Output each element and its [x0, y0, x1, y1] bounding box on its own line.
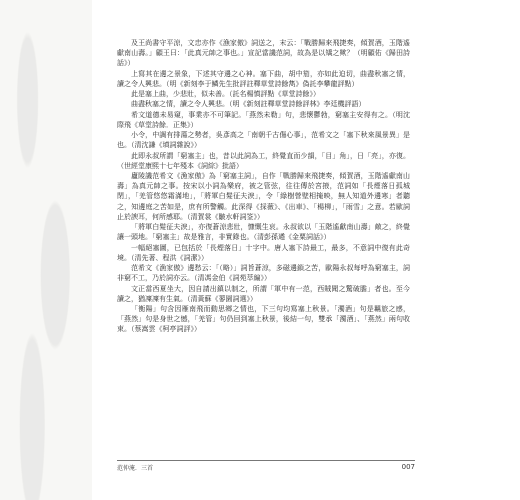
decorative-side-strip	[0, 0, 92, 500]
commentary-paragraph: 此是塞上曲，少悲壯，似未善。（託名楊慎評點《草堂詩餘》）	[131, 90, 320, 99]
commentary-paragraph: 此即永叔所謂「窮塞主」也，昔以此詞為工，終覺直而少韻，「目」角」，日「亮」，亦復。（世經堂康熙十七年殘本《詞綜》批語）	[117, 151, 410, 170]
commentary-paragraph: 范希文《漁家傲》邊愁云：「（略）」詞旨蒼涼，多磁邊鎖之苦，歐陽永叔每呼為窮塞主，詞非窮不工，乃於詞亦云。（清馮金伯《詞苑萃編》）	[117, 264, 410, 283]
commentary-paragraph: 希文道德未易窺，事業亦不可筆記。「燕然未勒」句，悲懷鬱勃，窮塞主安得有之。（明沈際飛《草堂詩餘．正集》）	[117, 110, 410, 129]
commentary-paragraph: 廬陵譏范希文《漁家傲》為「窮塞主詞」，自作「戰勝歸來飛捷奏，傾賀酒，玉階遙獻南山壽」為真元帥之事。按宋以小詞為樂府，被之管弦，往往傳於宮掖，范詞如「長煙落日孤城閉」，「羌管悠悠霜滿地」，「將軍白髮征夫淚」，令「綠樹營壁相掩映，無人知道外邊寒」者聽之，知邊庭之苦如是，庶有所警觸。此深得《採薇》、《出車》、「楊柳」，「雨雪」之意。若歐詞止於諛耳，何所感耶。（清賀裳《皺水軒詞筌》）	[117, 172, 410, 221]
commentary-paragraph: 一幅絕塞圖，已包括於「長煙落日」十字中。唐人塞下詩最工，最多，不意詞中復有此奇境。（清先著、程洪《詞潔》）	[117, 243, 410, 262]
body-text	[117, 38, 410, 335]
commentary-paragraph: 小令，中調有排蕩之勢者，吳彥高之「南朝千古傷心事」，范希文之「塞下秋來風景異」是也。（清沈謙《填詞雜說》）	[117, 131, 410, 150]
commentary-paragraph: 上寫其在邊之景象，下述其守邊之心神。塞下曲，胡中笳，亦如此迫切，曲盡秋塞之情，讀之令人興悲。（明《新刻李于鱗先生批評註釋草堂詩餘雋》偽託李攀龍評點）	[117, 69, 410, 88]
commentary-paragraph: 「衡陽」句含因雁南飛而動思鄉之情也，下三句均寫塞上秋景。「濁酒」句是羈旅之感，「燕然」句是身世之憾，「羌管」句仍回到塞上秋景，後結一句，雙承「濁酒」、「燕然」兩句收束。（蔡嵩雲《柯亭詞評》）	[117, 305, 410, 334]
footer-rule	[117, 460, 415, 461]
commentary-paragraph: 「將軍白髮征夫淚」，亦復蒼涼悲壯，慷慨生哀。永叔欲以「玉階遙獻南山壽」敵之，終覺讓一頭地。「窮塞主」故是雅言，非實錄也。（清彭孫遹《金粟詞話》）	[117, 223, 410, 242]
page-number: 007	[401, 463, 415, 471]
commentary-paragraph: 文正當西夏坐大，因自請出鎮以制之，所謂「軍中有一范，西賊聞之驚破膽」者也。至今讀之，猶凜凜有生氣。（清黃蘇《蓼園詞選》）	[117, 284, 410, 303]
running-footer-title: 范仲淹．三首	[117, 465, 154, 472]
commentary-paragraph: 曲盡秋塞之情，讀之令人興悲。（明《新刻註釋草堂詩餘評林》李廷機評語）	[131, 100, 366, 109]
commentary-paragraph: 及王尚書守平涼，文忠亦作《漁家傲》詞送之，末云：「戰勝歸來飛捷奏，傾賀酒，玉階遙獻南山壽。」顧王曰：「此真元帥之事也。」宣記當譏范詞，故為是以矯之歟？（明顧佑《歸田詩話》）	[117, 39, 410, 68]
